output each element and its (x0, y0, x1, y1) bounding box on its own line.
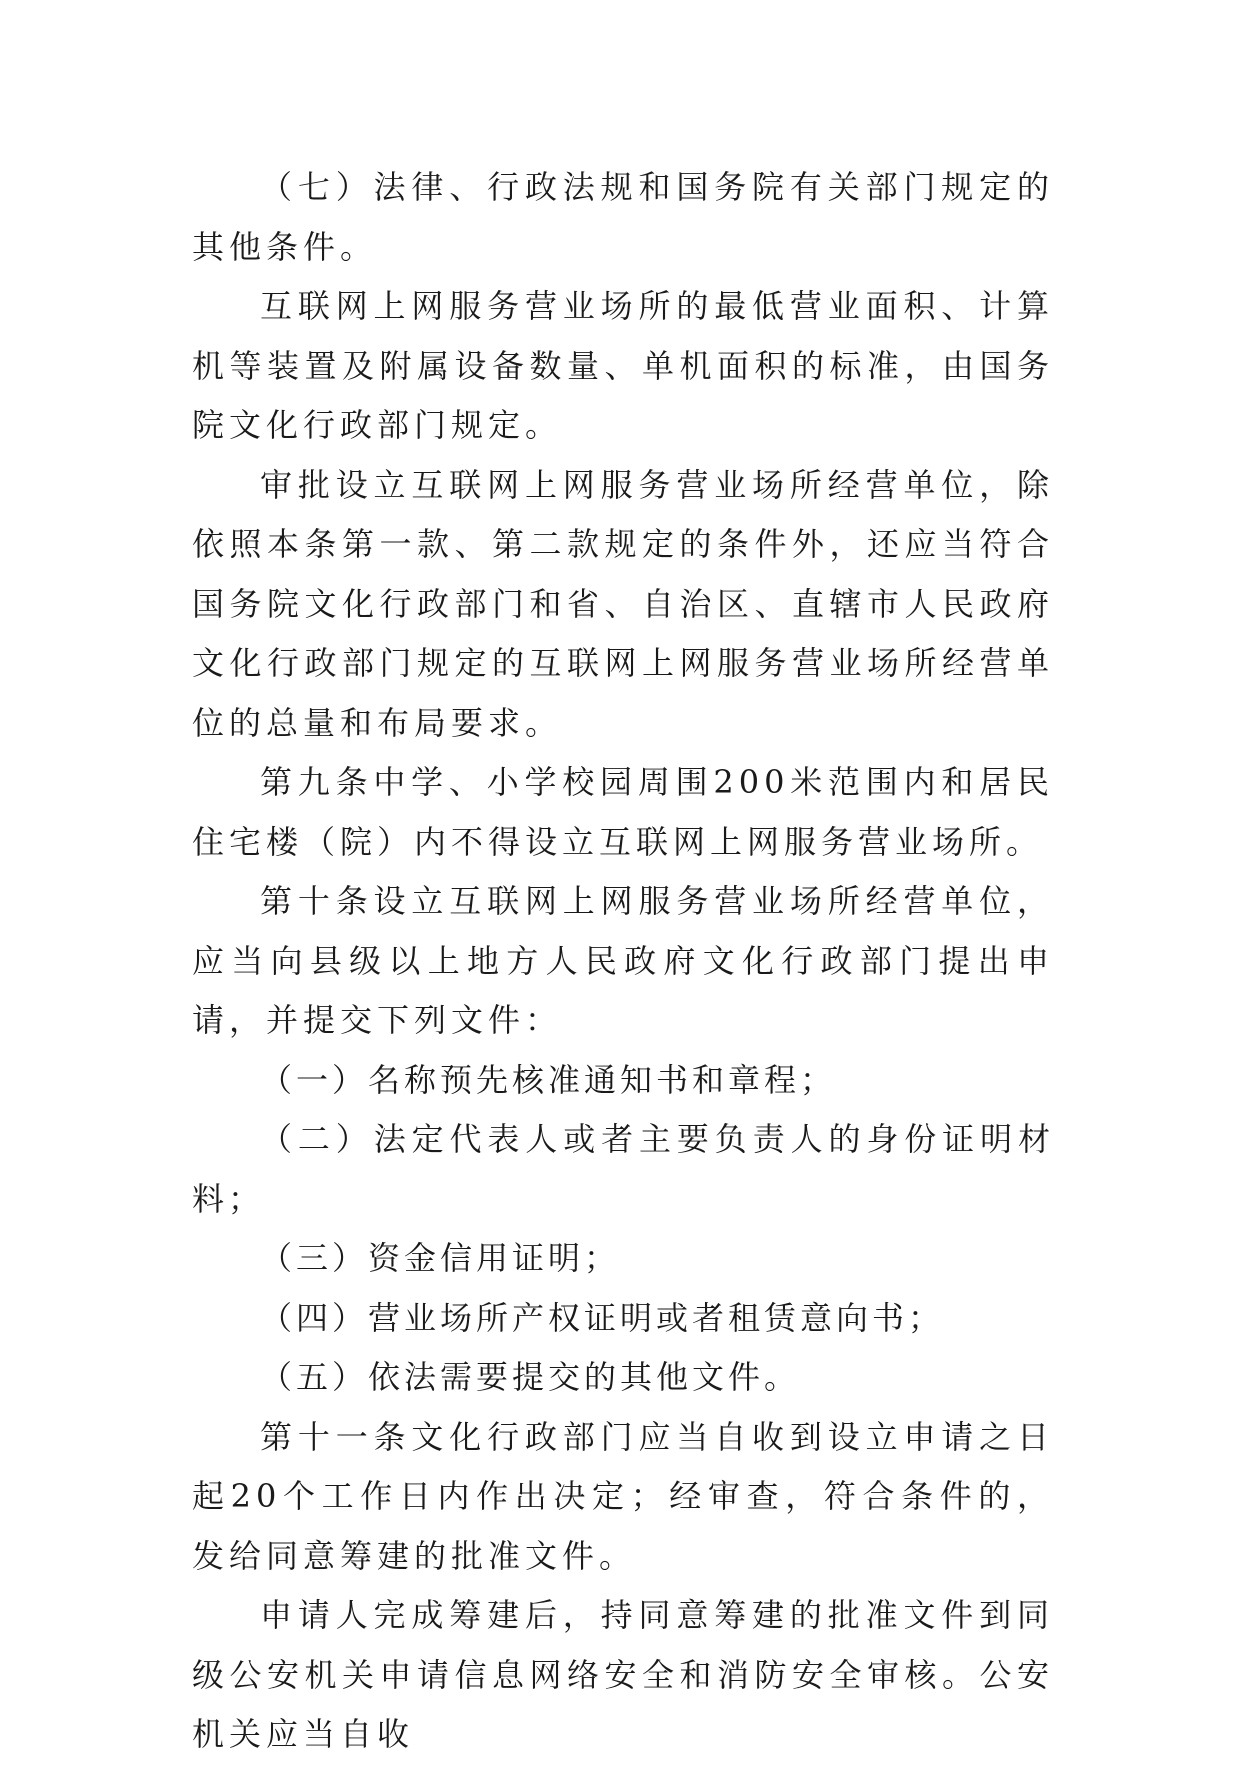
paragraph-public-security-review: 申请人完成筹建后，持同意筹建的批准文件到同级公安机关申请信息网络安全和消防安全审核。公安机关应当自收 (192, 1596, 1054, 1753)
document-body (192, 158, 1054, 1765)
paragraph-item-7: （七）法律、行政法规和国务院有关部门规定的其他条件。 (192, 168, 1054, 266)
paragraph-article-10: 第十条设立互联网上网服务营业场所经营单位，应当向县级以上地方人民政府文化行政部门提出申请，并提交下列文件： (192, 882, 1054, 1039)
list-item-4: （四）营业场所产权证明或者租赁意向书； (260, 1298, 945, 1337)
paragraph-standards: 互联网上网服务营业场所的最低营业面积、计算机等装置及附属设备数量、单机面积的标准，由国务院文化行政部门规定。 (192, 287, 1054, 444)
list-item-2: （二）法定代表人或者主要负责人的身份证明材料； (192, 1120, 1054, 1218)
list-item-1: （一）名称预先核准通知书和章程； (260, 1060, 837, 1099)
list-item-5: （五）依法需要提交的其他文件。 (260, 1358, 801, 1396)
paragraph-article-11: 第十一条文化行政部门应当自收到设立申请之日起20个工作日内作出决定；经审查，符合条件的，发给同意筹建的批准文件。 (192, 1417, 1054, 1575)
list-item-3: （三）资金信用证明； (260, 1239, 621, 1277)
paragraph-approval-requirements: 审批设立互联网上网服务营业场所经营单位，除依照本条第一款、第二款规定的条件外，还应当符合国务院文化行政部门和省、自治区、直辖市人民政府文化行政部门规定的互联网上网服务营业场所经营单位的总量和布局要求。 (192, 465, 1054, 742)
paragraph-article-9: 第九条中学、小学校园周围200米范围内和居民住宅楼（院）内不得设立互联网上网服务营业场所。 (192, 763, 1054, 861)
